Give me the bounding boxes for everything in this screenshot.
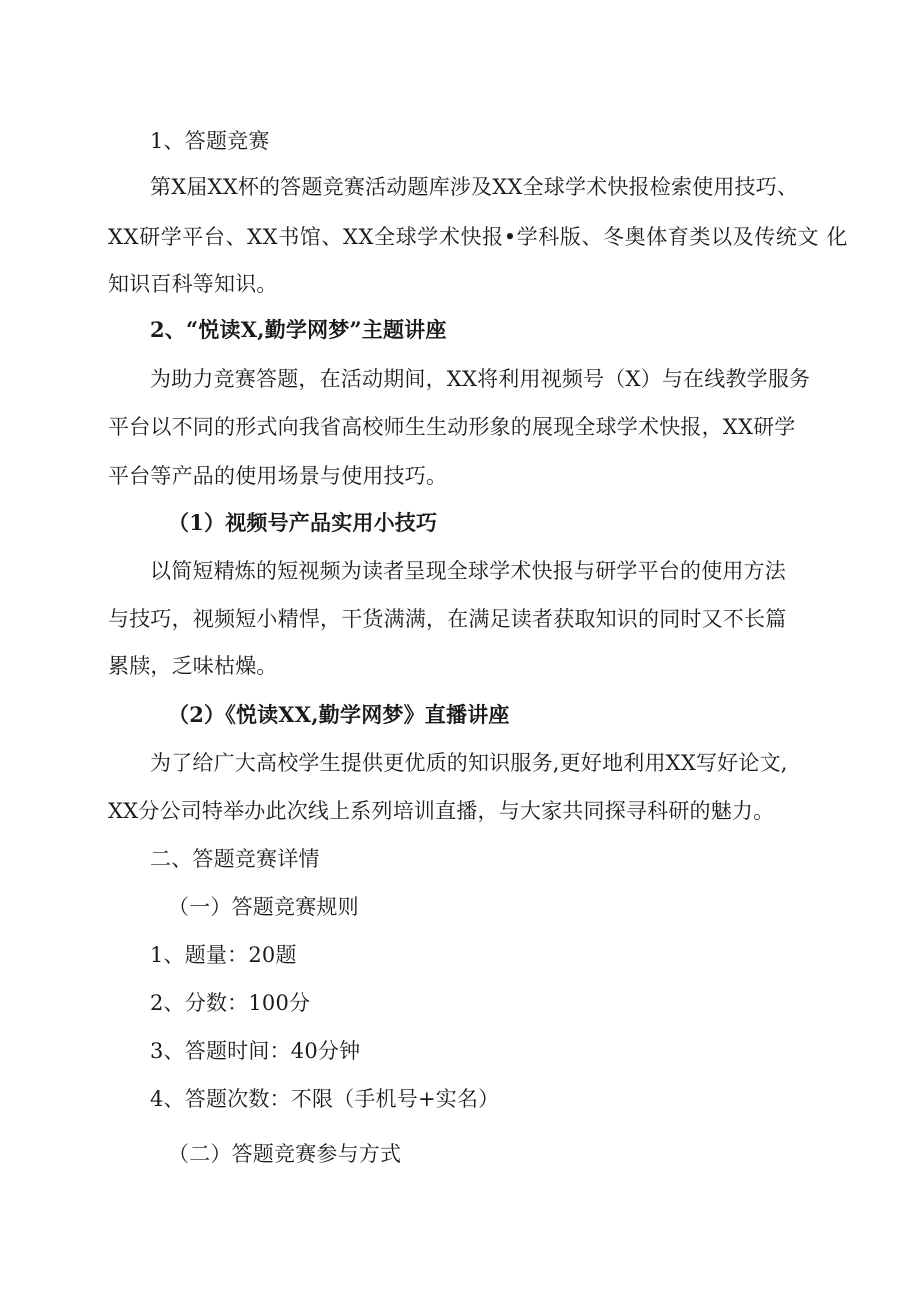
section-heading-lecture: 2、“悦读X,勤学网梦”主题讲座 xyxy=(150,317,447,342)
paragraph-line: XX研学平台、XX书馆、XX全球学术快报•学科版、冬奥体育类以及传统文 化 xyxy=(108,225,848,249)
rule-item: 4、答题次数：不限（手机号+实名） xyxy=(150,1087,500,1111)
paragraph-line: 知识百科等知识。 xyxy=(108,272,278,296)
rule-item: 1、题量：20题 xyxy=(150,943,297,967)
subheading-quiz-rules: （一）答题竞赛规则 xyxy=(168,895,359,919)
paragraph-line: 平台以不同的形式向我省高校师生生动形象的展现全球学术快报，XX研学 xyxy=(108,415,796,439)
paragraph-line: 为助力竞赛答题，在活动期间，XX将利用视频号（X）与在线教学服务 xyxy=(150,367,811,391)
rule-item: 3、答题时间：40分钟 xyxy=(150,1039,361,1063)
paragraph-line: 以简短精炼的短视频为读者呈现全球学术快报与研学平台的使用方法 xyxy=(150,559,786,583)
paragraph-line: XX分公司特举办此次线上系列培训直播，与大家共同探寻科研的魅力。 xyxy=(108,799,775,823)
paragraph-line: 累牍，乏味枯燥。 xyxy=(108,654,278,678)
subheading-participation: （二）答题竞赛参与方式 xyxy=(168,1142,402,1166)
paragraph-line: 为了给广大高校学生提供更优质的知识服务,更好地利用XX写好论文, xyxy=(150,751,788,775)
subheading-live-lecture: （2）《悦读XX,勤学网梦》直播讲座 xyxy=(168,702,510,727)
paragraph-line: 第X届XX杯的答题竞赛活动题库涉及XX全球学术快报检索使用技巧、 xyxy=(150,175,799,199)
section-heading-quiz: 1、答题竞赛 xyxy=(150,129,270,153)
subheading-video-tips: （1）视频号产品实用小技巧 xyxy=(168,510,438,535)
paragraph-line: 平台等产品的使用场景与使用技巧。 xyxy=(108,464,448,488)
paragraph-line: 与技巧，视频短小精悍，干货满满，在满足读者获取知识的同时又不长篇 xyxy=(108,607,787,631)
section-heading-quiz-details: 二、答题竞赛详情 xyxy=(150,847,320,871)
rule-item: 2、分数：100分 xyxy=(150,991,311,1015)
